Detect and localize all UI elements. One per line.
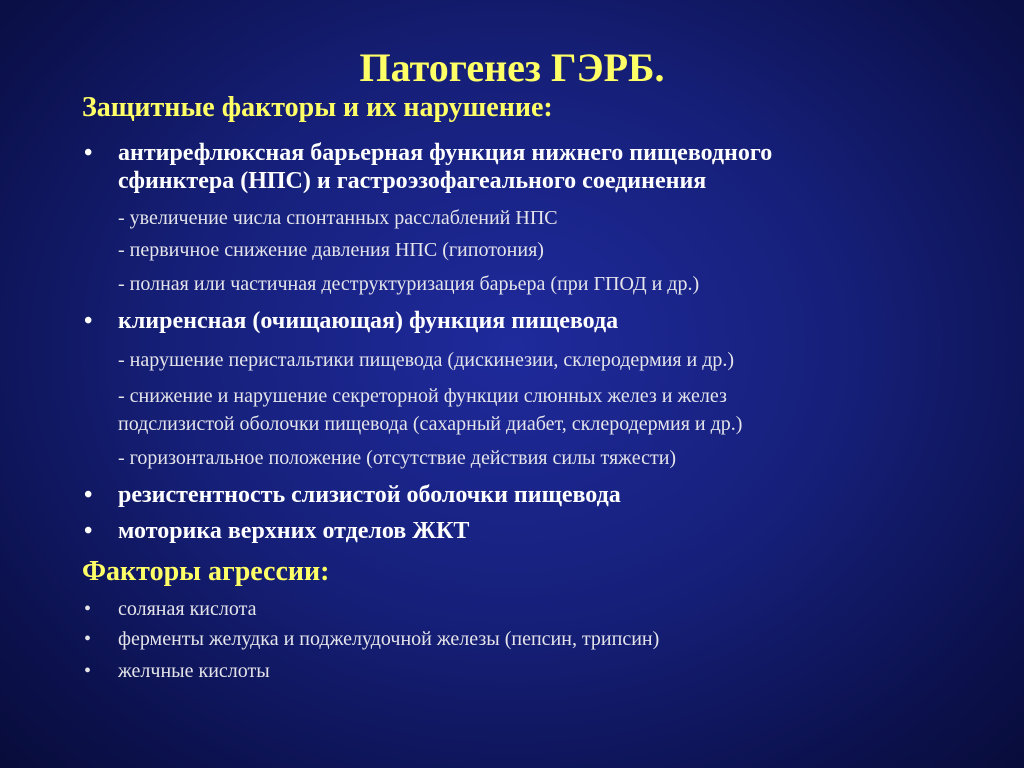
bullet-marker: • xyxy=(84,598,92,620)
bullet-text: антирефлюксная барьерная функция нижнего пищеводного xyxy=(118,140,773,166)
bullet-marker: • xyxy=(84,308,93,334)
sub-item: - горизонтальное положение (отсутствие действия силы тяжести) xyxy=(118,447,677,469)
aggression-item-text: ферменты желудка и поджелудочной железы (пепсин, трипсин) xyxy=(118,628,660,650)
bullet-text: сфинктера (НПС) и гастроэзофагеального соединения xyxy=(118,168,707,194)
bullet-marker: • xyxy=(84,660,92,682)
bullet-marker: • xyxy=(84,518,93,544)
aggression-item-text: желчные кислоты xyxy=(118,660,270,682)
sub-item: подслизистой оболочки пищевода (сахарный диабет, склеродермия и др.) xyxy=(118,413,743,435)
slide-title: Патогенез ГЭРБ. xyxy=(359,45,665,90)
sub-item: - первичное снижение давления НПС (гипотония) xyxy=(118,239,544,261)
aggression-factors-heading: Факторы агрессии: xyxy=(82,556,330,587)
bullet-text: резистентность слизистой оболочки пищевода xyxy=(118,482,621,508)
bullet-marker: • xyxy=(84,482,93,508)
sub-item: - увеличение числа спонтанных расслаблений НПС xyxy=(118,207,558,229)
bullet-text: моторика верхних отделов ЖКТ xyxy=(118,518,470,544)
sub-item: - полная или частичная деструктуризация барьера (при ГПОД и др.) xyxy=(118,273,700,295)
aggression-item-text: соляная кислота xyxy=(118,598,257,620)
bullet-text: клиренсная (очищающая) функция пищевода xyxy=(118,308,619,334)
sub-item: - нарушение перистальтики пищевода (дискинезии, склеродермия и др.) xyxy=(118,349,735,371)
bullet-marker: • xyxy=(84,628,92,650)
protective-factors-heading: Защитные факторы и их нарушение: xyxy=(82,92,553,123)
sub-item: - снижение и нарушение секреторной функции слюнных желез и желез xyxy=(118,385,727,407)
bullet-marker: • xyxy=(84,140,93,166)
